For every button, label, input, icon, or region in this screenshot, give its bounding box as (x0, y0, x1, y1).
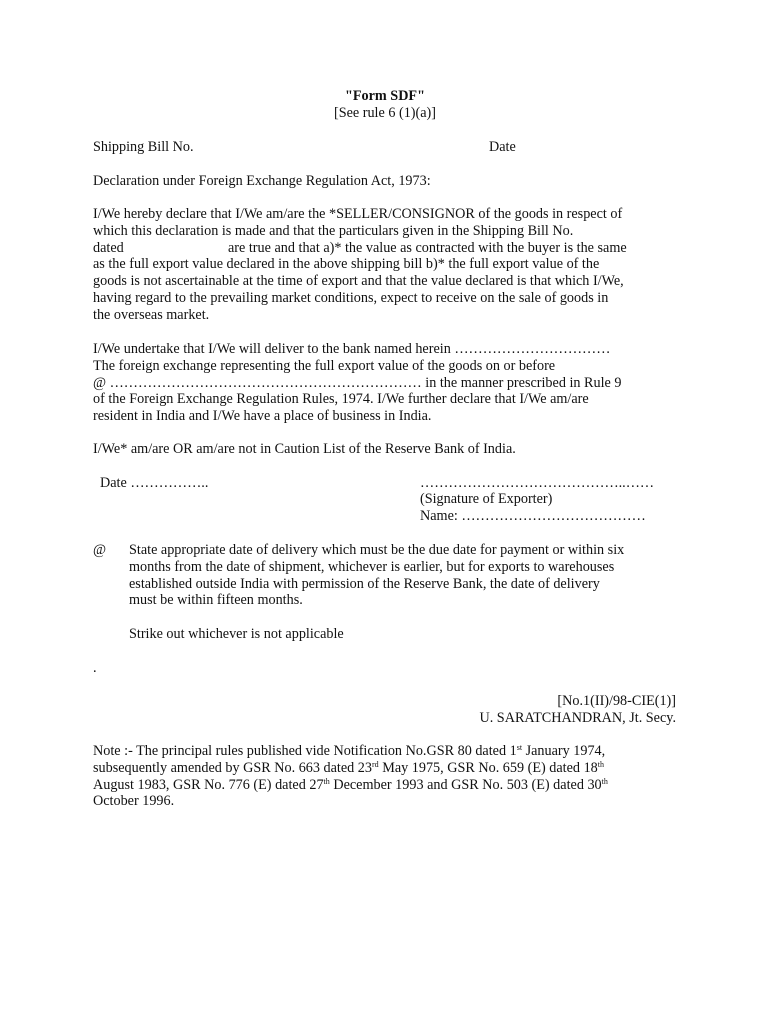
footnote-text (129, 542, 689, 609)
note-text: December 1993 and GSR No. 503 (E) dated 30 (329, 776, 602, 793)
para2-line: The foreign exchange representing the full export value of the goods on or before (93, 357, 556, 374)
ordinal-suffix: th (597, 759, 604, 769)
signatory-name: U. SARATCHANDRAN, Jt. Secy. (479, 710, 676, 726)
ordinal-suffix: st (516, 743, 523, 752)
para2-line: resident in India and I/We have a place of business in India. (93, 408, 432, 425)
form-rule-reference: [See rule 6 (1)(a)] (333, 105, 436, 121)
dated-label: dated (93, 239, 124, 256)
date-label: Date (489, 139, 516, 155)
caution-list-line: I/We* am/are OR am/are not in Caution List of the Reserve Bank of India. (93, 441, 516, 457)
para1-line: I/We hereby declare that I/We am/are the *SELLER/CONSIGNOR of the goods in respect of (93, 206, 623, 222)
note-text: subsequently amended by GSR No. 663 dated 23 (93, 759, 372, 776)
ordinal-suffix: rd (371, 759, 379, 769)
strike-out-note: Strike out whichever is not applicable (129, 626, 344, 642)
declaration-heading: Declaration under Foreign Exchange Regulation Act, 1973: (93, 173, 431, 189)
footnote-line: State appropriate date of delivery which must be the due date for payment or within six (129, 542, 625, 558)
footnote-symbol: @ (93, 542, 107, 558)
note-text: Note :- The principal rules published vide Notification No.GSR 80 dated 1 (93, 743, 517, 759)
shipping-bill-label: Shipping Bill No. (93, 139, 194, 155)
note-line: October 1996. (93, 793, 175, 810)
signature-dots: ……………………………………..…… (420, 475, 655, 491)
para1-line: goods is not ascertainable at the time of export and that the value declared is that which I/We, (93, 273, 624, 290)
para1-line: as the full export value declared in the above shipping bill b)* the full export value of the (93, 256, 600, 273)
signature-date-line: Date …………….. (100, 475, 209, 491)
para2-line: @ ………………………………………………………… in the manner prescribed in Rule 9 (93, 374, 622, 391)
form-title: "Form SDF" (345, 88, 425, 104)
reference-number: [No.1(II)/98-CIE(1)] (557, 693, 676, 709)
name-line: Name: ………………………………… (420, 508, 646, 524)
para2-line: of the Foreign Exchange Regulation Rules, 1974. I/We further declare that I/We am/are (93, 391, 589, 408)
note-text: August 1983, GSR No. 776 (E) dated 27 (93, 776, 324, 793)
para1-line: the overseas market. (93, 306, 210, 323)
para1-line-cont: are true and that a)* the value as contracted with the buyer is the same (228, 239, 627, 256)
footnote-line: must be within fifteen months. (129, 592, 303, 609)
footnote-line: months from the date of shipment, whichever is earlier, but for exports to warehouses (129, 558, 615, 575)
note-text: May 1975, GSR No. 659 (E) dated 18 (378, 759, 598, 776)
para1-line: having regard to the prevailing market conditions, expect to receive on the sale of goods in (93, 289, 609, 306)
note-paragraph (93, 743, 693, 810)
undertaking-paragraph (93, 341, 683, 425)
note-line (93, 743, 693, 760)
footnote-line: established outside India with permission of the Reserve Bank, the date of delivery (129, 575, 600, 592)
ordinal-suffix: th (323, 776, 330, 786)
para1-line (93, 240, 683, 257)
declaration-paragraph (93, 206, 683, 324)
signature-label: (Signature of Exporter) (420, 491, 553, 507)
note-text: January 1974, (522, 743, 606, 759)
stray-dot: . (93, 660, 97, 676)
para2-line: I/We undertake that I/We will deliver to the bank named herein …………………………… (93, 341, 611, 357)
para1-line: which this declaration is made and that the particulars given in the Shipping Bill No. (93, 222, 574, 239)
ordinal-suffix: th (601, 776, 608, 786)
note-line (93, 760, 693, 777)
note-line (93, 777, 693, 794)
